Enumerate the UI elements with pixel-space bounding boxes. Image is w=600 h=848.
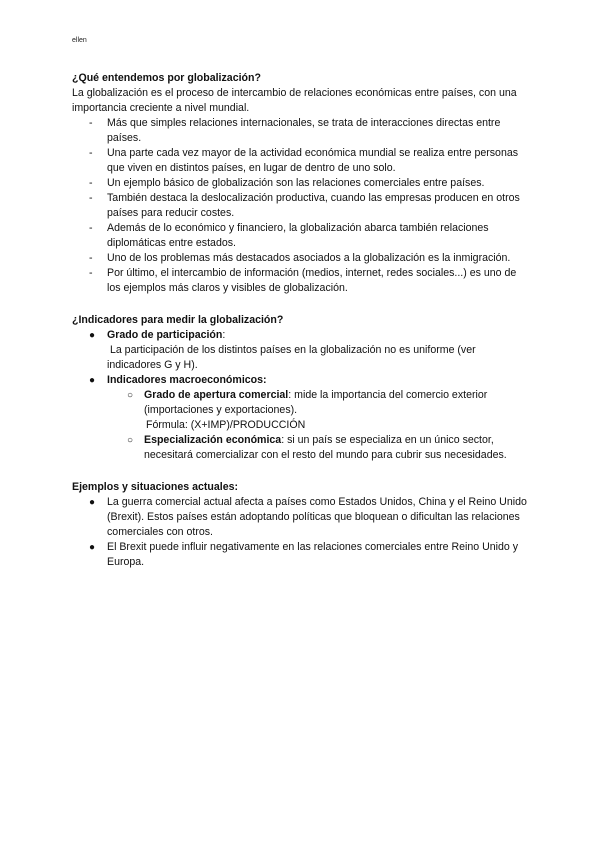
section-intro: La globalización es el proceso de intercambio de relaciones económicas entre países, con una importancia creciente a nivel mundial. [72,87,517,114]
dash-marker: - [89,117,93,129]
sub-list-item [107,388,532,433]
section-heading-examples: Ejemplos y situaciones actuales: [72,481,239,493]
section-heading-indicators: ¿Indicadores para medir la globalización? [72,314,284,326]
list-item [72,495,532,540]
circle-bullet-icon: ○ [127,435,134,446]
sub-item-text: : mide la importancia del comercio exterior (importaciones y exportaciones). [144,389,488,416]
formula-text: Fórmula: (X+IMP)/PRODUCCIÓN [146,419,306,431]
disc-list [72,328,532,463]
disc-bullet-icon: ● [89,542,96,553]
sub-list-item [107,433,532,463]
list-item-text: Un ejemplo básico de globalización son las relaciones comerciales entre países. [107,177,485,189]
section-heading-globalization: ¿Qué entendemos por globalización? [72,72,261,84]
disc-bullet-icon: ● [89,375,96,386]
list-item [72,540,532,570]
list-item [72,191,532,221]
section-spacer [72,463,532,480]
circle-list [107,388,532,463]
sub-item-label: Especialización económica [144,434,282,446]
list-item-text: Una parte cada vez mayor de la actividad económica mundial se realiza entre personas que viven en distintos países, en lugar de dentro de uno solo. [107,147,519,174]
sub-item-label: Grado de apertura comercial [144,389,289,401]
list-item-label: Indicadores macroeconómicos: [107,374,267,386]
list-item [72,266,532,296]
list-item [72,116,532,146]
list-item-text: La participación de los distintos países en la globalización no es uniforme (ver indicadores G y H). [107,344,479,371]
disc-bullet-icon: ● [89,497,96,508]
disc-list [72,495,532,570]
dash-marker: - [89,252,93,264]
sub-item-text: : si un país se especializa en un único sector, necesitará comercializar con el resto del mundo para cubrir sus necesidades. [144,434,507,461]
dash-list [72,116,532,296]
list-item [72,176,532,191]
list-item-label: Grado de participación [107,329,223,341]
circle-bullet-icon: ○ [127,390,134,401]
list-item-text: También destaca la deslocalización productiva, cuando las empresas producen en otros países para reducir costes. [107,192,520,219]
document-body [72,71,532,570]
list-item-text: Además de lo económico y financiero, la globalización abarca también relaciones diplomáticas entre estados. [107,222,489,249]
dash-marker: - [89,177,93,189]
list-item-text: Por último, el intercambio de información (medios, internet, redes sociales...) es uno de los ejemplos más claros y visibles de globalización. [107,267,517,294]
list-item [72,251,532,266]
section-spacer [72,296,532,313]
list-item-text: El Brexit puede influir negativamente en las relaciones comerciales entre Reino Unido y Europa. [107,541,519,568]
list-item [72,146,532,176]
list-item [72,373,532,463]
list-item-text: Más que simples relaciones internacionales, se trata de interacciones directas entre países. [107,117,501,144]
dash-marker: - [89,267,93,279]
disc-bullet-icon: ● [89,330,96,341]
list-item-text: La guerra comercial actual afecta a países como Estados Unidos, China y el Reino Unido (Brexit). Estos países están adoptando políticas que bloquean o dificultan las relaciones comerciales con otros. [107,496,527,538]
header-tag: ellen [72,37,87,44]
list-item-label-suffix: : [222,329,226,341]
dash-marker: - [89,222,93,234]
list-item [72,328,532,373]
dash-marker: - [89,192,93,204]
dash-marker: - [89,147,93,159]
list-item-text: Uno de los problemas más destacados asociados a la globalización es la inmigración. [107,252,511,264]
list-item [72,221,532,251]
